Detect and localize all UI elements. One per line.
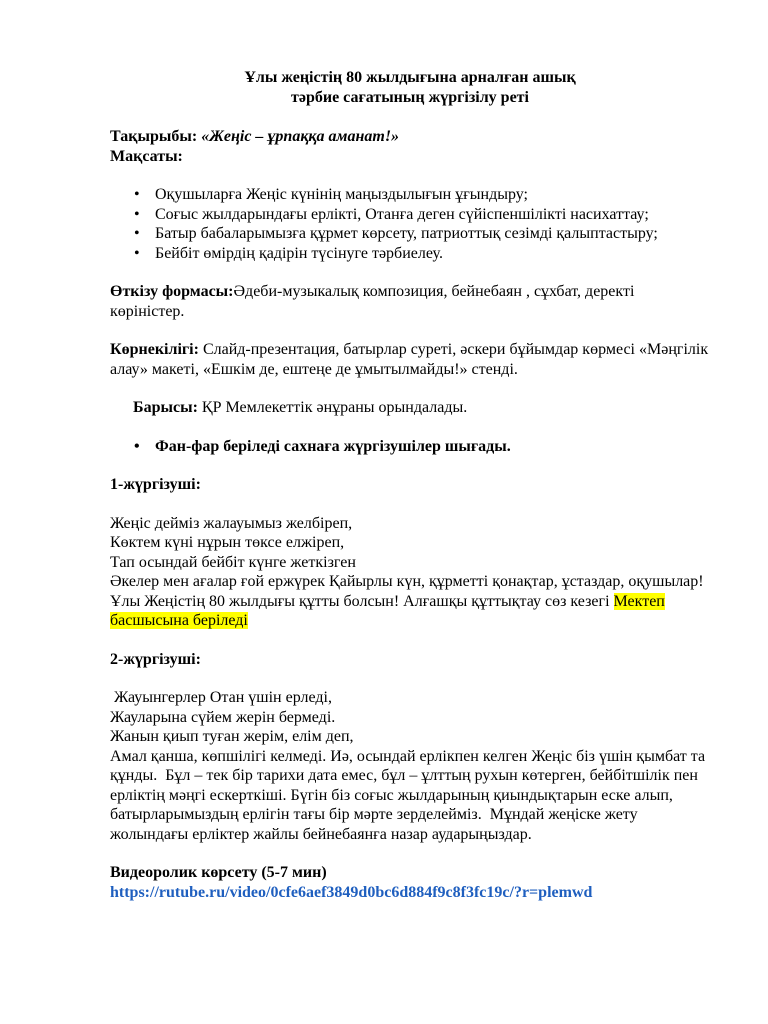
goal-list xyxy=(110,185,710,263)
topic-line xyxy=(110,127,710,147)
poem-line: Жауларына сүйем жерін бермеді. xyxy=(110,708,336,726)
document-body xyxy=(110,68,710,902)
host1-text-body: Әкелер мен ағалар ғой ержүрек Қайырлы күн, құрметті қонақтар, ұстаздар, оқушылар! Ұлы Жеңістің 80 жылдығы құтты болсын! Алғашқы құттықтау сөз кезегі xyxy=(110,573,704,610)
host1-label: 1-жүргізуші: xyxy=(110,476,201,493)
form-text: Әдеби-музыкалық композиция, бейнебаян , сұхбат, деректі көріністер. xyxy=(110,283,635,320)
host2-text: Амал қанша, көпшілігі келмеді. Иә, осындай ерлікпен келген Жеңіс біз үшін қымбат та құнды. Бұл – тек бір тарихи дата емес, бұл – ұлттың рухын көтерген, бейбітшілік пен ерліктің мәңгі ескерткіші. Бүгін біз соғыс жылдарының қиындықтарын еске алып, батырларымыздың ерлігін тағы бір мәрте зерделейміз. Мұндай жеңіске жету жолындағы ерліктер жайлы бейнебаянға назар аударыңыздар. xyxy=(110,747,710,843)
fanfare-list xyxy=(110,437,710,457)
goal-item: • Бейбіт өмірдің қадірін түсінуге тәрбиелеу. xyxy=(155,244,710,264)
poem-line: Тап осындай бейбіт күнге жеткізген xyxy=(110,553,356,571)
progress-label: Барысы: xyxy=(133,399,198,416)
goal-item: • Батыр бабаларымызға құрмет көрсету, патриоттық сезімді қалыптастыру; xyxy=(155,224,710,244)
host2-label: 2-жүргізуші: xyxy=(110,650,201,668)
visual-label: Көрнекілігі: xyxy=(110,341,199,358)
poem-line: Жанын қиып туған жерім, елім деп, xyxy=(110,728,354,745)
video-label: Видеоролик көрсету (5-7 мин) xyxy=(110,864,327,881)
form-label: Өткізу формасы: xyxy=(110,283,234,300)
highlighted-text: Мектеп басшысына беріледі xyxy=(110,592,665,629)
host1-speech xyxy=(110,514,710,631)
video-link-line xyxy=(110,883,710,903)
progress-text: ҚР Мемлекеттік әнұраны орындалады. xyxy=(197,399,468,416)
topic-value: «Жеңіс – ұрпаққа аманат!» xyxy=(201,128,400,145)
visual-paragraph xyxy=(110,340,710,379)
poem-line: Жеңіс дейміз жалауымыз желбіреп, xyxy=(110,514,353,532)
title-line-1: Ұлы жеңістің 80 жылдығына арналған ашық xyxy=(244,69,576,86)
title-line-2: тәрбие сағатының жүргізілу реті xyxy=(291,89,529,106)
document-title xyxy=(110,68,710,108)
progress-paragraph xyxy=(110,398,710,418)
host1-text xyxy=(110,572,710,631)
topic-label: Тақырыбы: xyxy=(110,128,198,145)
fanfare-item: • Фан-фар беріледі сахнаға жүргізушілер шығады. xyxy=(155,437,710,457)
form-paragraph xyxy=(110,282,710,321)
goal-item: • Соғыс жылдарындағы ерлікті, Отанға деген сүйіспеншілікті насихаттау; xyxy=(155,205,710,225)
poem-line: Жауынгерлер Отан үшін ерледі, xyxy=(110,689,332,706)
goal-item: • Оқушыларға Жеңіс күнінің маңыздылығын ұғындыру; xyxy=(155,185,710,205)
visual-text: Слайд-презентация, батырлар суреті, әскери бұйымдар көрмесі «Мәңгілік алау» макеті, «Ешкім де, ештеңе де ұмытылмайды!» стенді. xyxy=(110,341,709,378)
video-link[interactable]: https://rutube.ru/video/0cfe6aef3849d0bc6d884f9c8f3fc19c/?r=plemwd xyxy=(110,883,593,901)
goal-label: Мақсаты: xyxy=(110,147,183,165)
poem-line: Көктем күні нұрын төксе елжіреп, xyxy=(110,534,345,551)
host2-speech xyxy=(110,688,710,844)
